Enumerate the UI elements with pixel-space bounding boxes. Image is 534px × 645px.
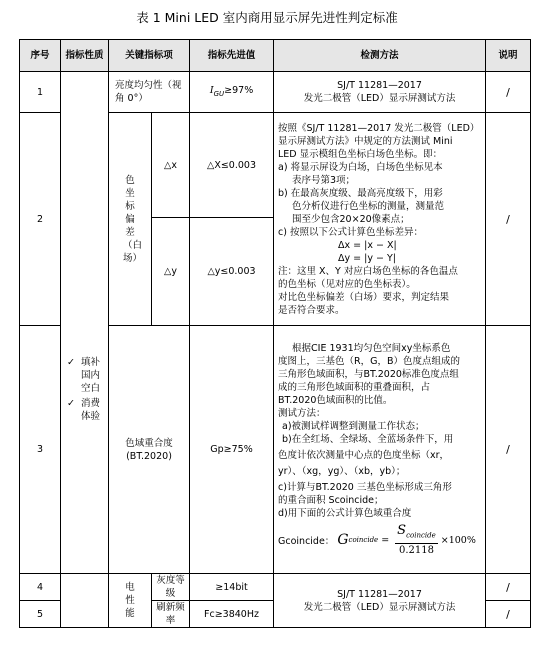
category-cell bbox=[61, 72, 109, 574]
header-key-item: 关键指标项 bbox=[109, 40, 190, 72]
key-item: 灰度等级 bbox=[152, 574, 190, 601]
sub-item-y: △y bbox=[152, 218, 190, 326]
note: / bbox=[486, 72, 531, 113]
table-row bbox=[20, 72, 531, 113]
category-cell-empty bbox=[61, 574, 109, 628]
row-index: 5 bbox=[20, 601, 61, 628]
advanced-value: Fc≥3840Hz bbox=[190, 601, 274, 628]
note: / bbox=[486, 326, 531, 574]
note: / bbox=[486, 601, 531, 628]
test-method: SJ/T 11281—2017 发光二极管（LED）显示屏测试方法 bbox=[274, 72, 486, 113]
check-icon: ✓ bbox=[67, 398, 75, 409]
header-category: 指标性质 bbox=[61, 40, 109, 72]
row-index: 3 bbox=[20, 326, 61, 574]
header-index: 序号 bbox=[20, 40, 61, 72]
category-label-1: 填补国内空白 bbox=[81, 357, 101, 394]
key-item: 色域重合度 (BT.2020) bbox=[109, 326, 190, 574]
advanced-value: Gp≥75% bbox=[190, 326, 274, 574]
advanced-value-x: △X≤0.003 bbox=[190, 113, 274, 218]
criteria-table bbox=[19, 39, 531, 628]
check-icon: ✓ bbox=[67, 357, 75, 368]
row-index: 4 bbox=[20, 574, 61, 601]
test-method: SJ/T 11281—2017 发光二极管（LED）显示屏测试方法 bbox=[274, 574, 486, 628]
header-advanced-value: 指标先进值 bbox=[190, 40, 274, 72]
gamut-formula: Gcoincide： G coincide = $\frac{S_{coincide}}{0.2118}$ ×100% bbox=[278, 523, 476, 556]
group-label: 电性能 bbox=[109, 574, 152, 628]
key-item: 亮度均匀性（视角 0°） bbox=[109, 72, 190, 113]
header-row bbox=[20, 40, 531, 72]
test-method: 按照《SJ/T 11281—2017 发光二极管（LED） 显示屏测试方法》中规定的方法测试 Mini LED 显示模组色坐标白场色坐标。即： a) 将显示屏设为白场，白场色坐标见本 表序号第3项； b) 在最高灰度级、最高亮度级下，用彩 色分析仪进行色坐标的测量，测量范 围至少包含20×20像素点； c) 按照以下公式计算色坐标差异： Δx = |x − X| Δy = |y − Y| 注：这里 X、Y 对应白场色坐标的各色温点 的色坐标（见对应的色坐标表）。 对比色坐标偏差（白场）要求，判定结果 是否符合要求。 bbox=[274, 113, 486, 326]
key-item: 刷新频率 bbox=[152, 601, 190, 628]
header-method: 检测方法 bbox=[274, 40, 486, 72]
header-note: 说明 bbox=[486, 40, 531, 72]
note: / bbox=[486, 574, 531, 601]
table-row bbox=[20, 574, 531, 601]
note: / bbox=[486, 113, 531, 326]
row-index: 1 bbox=[20, 72, 61, 113]
key-item: 色坐标偏差（白场） bbox=[109, 113, 152, 326]
sub-item-x: △x bbox=[152, 113, 190, 218]
advanced-value-y: △y≤0.003 bbox=[190, 218, 274, 326]
document-title: 表 1 Mini LED 室内商用显示屏先进性判定标准 bbox=[136, 10, 398, 25]
advanced-value: ≥14bit bbox=[190, 574, 274, 601]
test-method: 根据CIE 1931均匀色空间xy坐标系色 度图上，三基色（R，G，B）色度点组成的 三角形色域面积，与BT.2020标准色度点组 成的三角形色域面积的重叠面积，占 BT.2020色域面积的比值。 测试方法： a)被测试样调整到测量工作状态； b)在全红场、全绿场、全蓝场条件下，用 色度计依次测量中心点的色度坐标（xr， yr）、（xg，yg）、（xb，yb）； c)计算与BT.2020 三基色坐标形成三角形 的重合面积 Scoincide； d)用下面的公式计算色域重合度 Gcoincide： G coincide = $\frac{S_{coincide}}{0.2118}$ ×100% bbox=[274, 326, 486, 574]
advanced-value: $I_{GU}\ge 97\%$ bbox=[190, 72, 274, 113]
row-index: 2 bbox=[20, 113, 61, 326]
category-label-2: 消费体验 bbox=[81, 398, 101, 422]
